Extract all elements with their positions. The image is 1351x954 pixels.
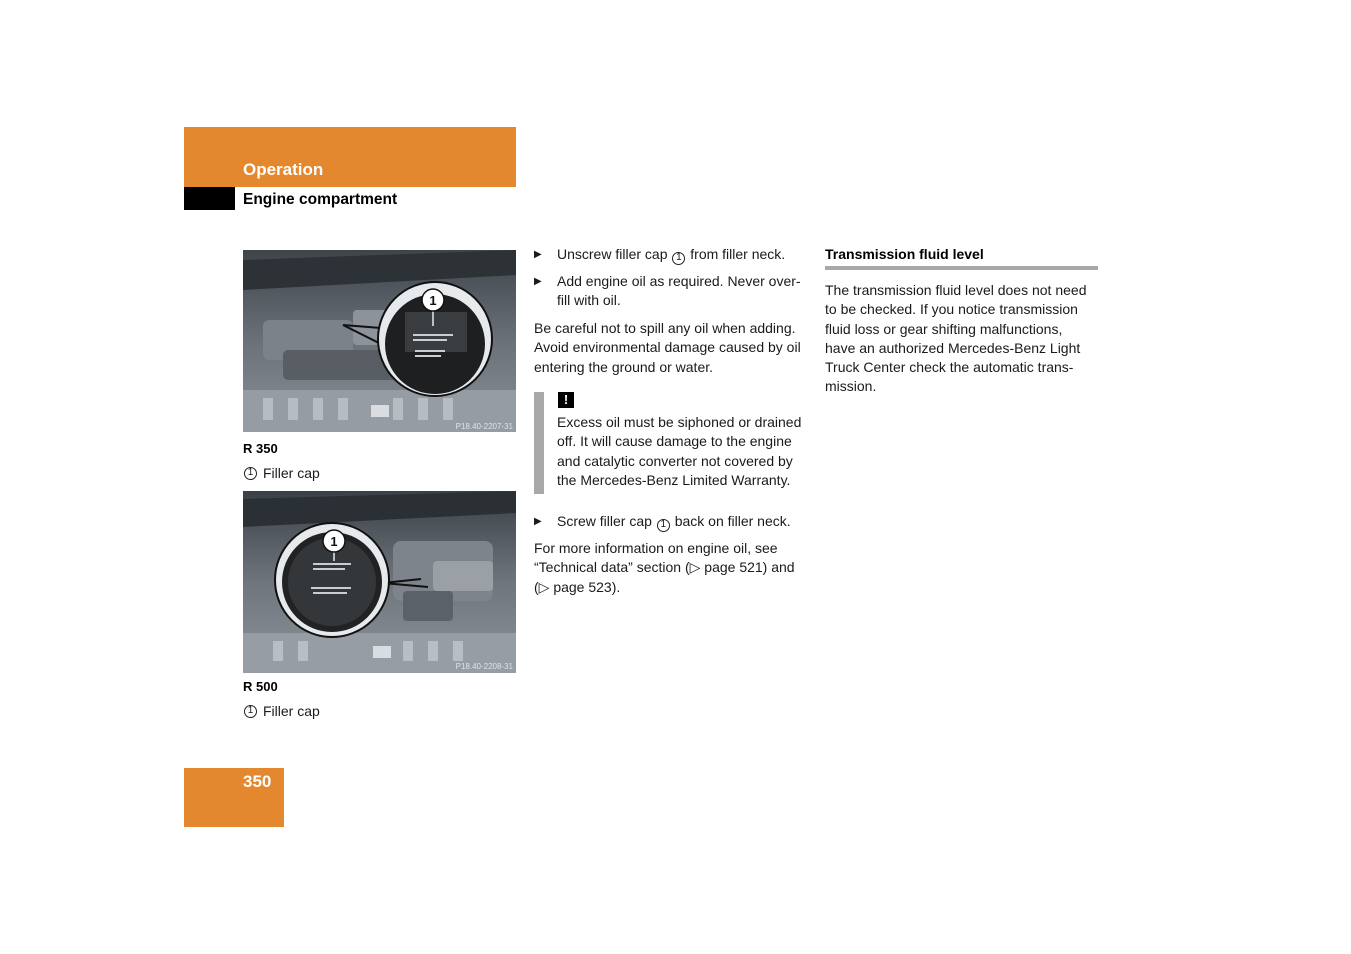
cross-reference-line: “Technical data” section (▷ page 521) and xyxy=(534,559,795,576)
bullet-arrow-icon: ▶ xyxy=(534,249,542,260)
paragraph-line: entering the ground or water. xyxy=(534,358,714,375)
step-text: back on filler neck. xyxy=(670,513,791,529)
instruction-step xyxy=(534,245,814,265)
paragraph-line: have an authorized Mercedes-Benz Light xyxy=(825,339,1081,356)
callout-circle-icon: 1 xyxy=(657,519,670,532)
legend-label: Filler cap xyxy=(263,465,320,481)
instruction-step xyxy=(534,512,814,532)
step-text: Screw filler cap xyxy=(557,513,656,529)
figure-callout-number: 1 xyxy=(330,534,338,549)
warning-icon: ! xyxy=(558,392,574,408)
legend-label: Filler cap xyxy=(263,703,320,719)
paragraph-line: Truck Center check the automatic trans- xyxy=(825,359,1074,376)
warning-line: and catalytic converter not covered by xyxy=(557,452,793,469)
paragraph-line: The transmission fluid level does not need xyxy=(825,282,1087,298)
header-marker xyxy=(184,187,235,210)
paragraph xyxy=(534,319,814,377)
step-text: Unscrew filler cap xyxy=(557,246,672,262)
step-text: fill with oil. xyxy=(557,292,621,309)
instruction-step xyxy=(534,272,814,311)
warning-text xyxy=(557,413,817,490)
paragraph-line: Be careful not to spill any oil when adding. xyxy=(534,320,796,336)
paragraph-line: For more information on engine oil, see xyxy=(534,540,778,556)
warning-sidebar xyxy=(534,392,544,494)
section-heading-rule xyxy=(825,266,1098,270)
step-text: Add engine oil as required. Never over- xyxy=(557,273,801,289)
section-title: Operation xyxy=(243,160,324,179)
image-code: P18.40-2207-31 xyxy=(455,422,513,431)
section-heading: Transmission fluid level xyxy=(825,246,984,262)
bullet-arrow-icon: ▶ xyxy=(534,516,542,527)
figure-legend xyxy=(243,465,320,481)
engine-photo-r350 xyxy=(243,250,516,432)
engine-photo-r500 xyxy=(243,491,516,673)
paragraph xyxy=(534,539,814,597)
warning-line: off. It will cause damage to the engine xyxy=(557,433,792,450)
paragraph-line: mission. xyxy=(825,378,877,395)
bullet-arrow-icon: ▶ xyxy=(534,276,542,287)
figure-callout-number: 1 xyxy=(429,293,437,308)
warning-line: the Mercedes-Benz Limited Warranty. xyxy=(557,471,791,488)
paragraph-line: to be checked. If you notice transmission xyxy=(825,301,1078,318)
cross-reference-line: (▷ page 523). xyxy=(534,578,621,595)
figure-model-label: R 500 xyxy=(243,679,278,694)
header-band xyxy=(184,127,516,187)
paragraph-line: Avoid environmental damage caused by oil xyxy=(534,339,801,356)
warning-line: Excess oil must be siphoned or drained xyxy=(557,414,802,430)
figure-legend xyxy=(243,703,320,719)
callout-circle-icon: 1 xyxy=(244,705,257,718)
paragraph xyxy=(825,281,1105,397)
figure-model-label: R 350 xyxy=(243,441,278,456)
page-number: 350 xyxy=(243,772,272,791)
image-code: P18.40-2208-31 xyxy=(455,662,513,671)
callout-circle-icon: 1 xyxy=(244,467,257,480)
callout-circle-icon: 1 xyxy=(672,252,685,265)
paragraph-line: fluid loss or gear shifting malfunctions, xyxy=(825,320,1063,337)
step-text: from filler neck. xyxy=(686,246,786,262)
subsection-title: Engine compartment xyxy=(243,191,398,208)
